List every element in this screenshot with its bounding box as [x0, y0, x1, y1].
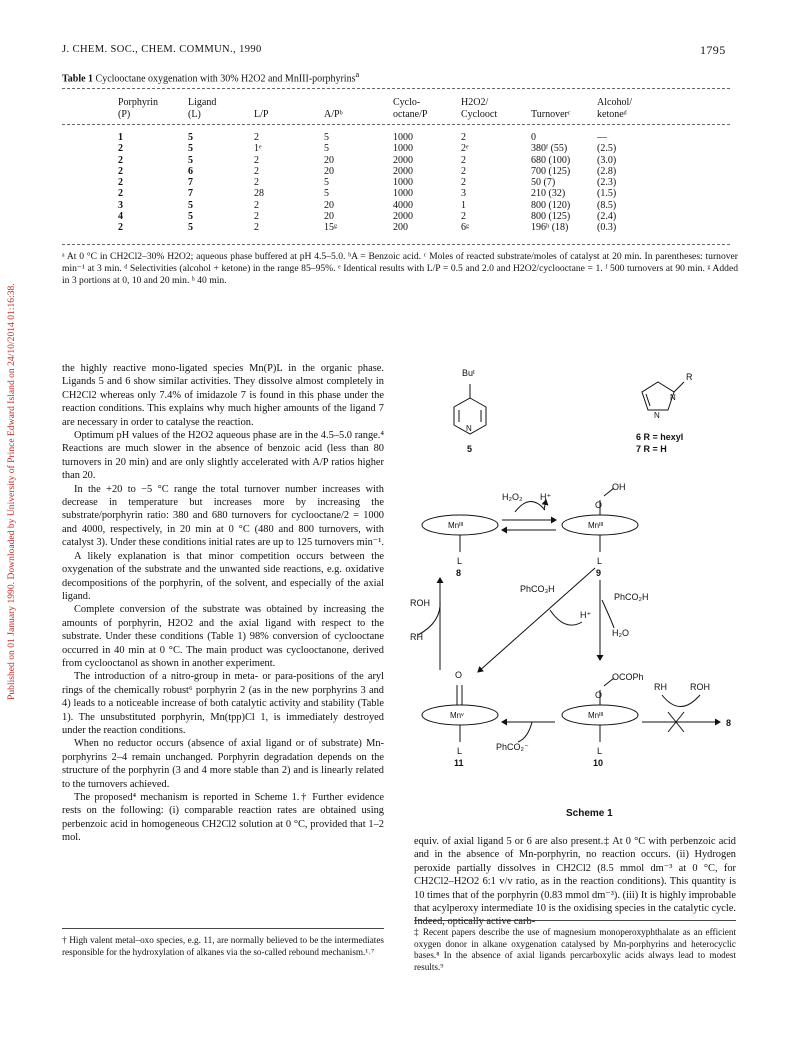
footnote-double-dagger: ‡ Recent papers describe the use of magnesium monoperoxyphthalate as an efficient oxygen donor in alkane oxygenation catalysed by Mn-porphyrins and heterocyclic bases.⁸ In the absence of axial ligands percarboxylic acids always lead to modest results.⁹	[414, 927, 736, 972]
col-header: Turnoverᶜ	[531, 109, 571, 120]
table-cell: 2	[118, 222, 123, 234]
table-cell: 5	[324, 132, 329, 143]
label-roh: ROH	[410, 598, 430, 608]
paragraph: When no reductor occurs (absence of axial ligand or of substrate) Mn-porphyrins 2–4 remain unchanged. Porphyrin degradation depends on the structure of the porphyrin (3 and 4 more stable than 2) and is linearly related to the turnovers achieved.	[62, 738, 384, 790]
table-cell: 20	[324, 165, 334, 177]
table-cell: 800 (120)	[531, 199, 571, 211]
table-cell: 2	[118, 165, 123, 177]
label-mn: Mnᴵᴵᴵ	[588, 521, 604, 530]
table-cell: 680 (100)	[531, 154, 571, 166]
table-caption-label: Table 1	[62, 73, 94, 85]
table-cell: 5	[188, 222, 193, 234]
col-header: (L)	[188, 109, 201, 120]
label-l: L	[457, 746, 463, 756]
table-row	[118, 132, 657, 143]
table-cell: 0	[531, 132, 536, 143]
label-n: N	[654, 411, 660, 420]
compound-number: 11	[454, 758, 464, 768]
table-row	[118, 222, 657, 233]
table-caption-sup: a	[355, 70, 360, 79]
table-cell: 2	[254, 199, 259, 211]
paragraph: Optimum pH values of the H2O2 aqueous phase are in the 4.5–5.0 range.⁴ Reactions are much slower in the absence of benzoic acid (less than 80 turnovers in 20 min) and are only slightly accelerated with A/P ratios higher than 20.	[62, 430, 384, 482]
col-header: L/P	[254, 109, 269, 120]
table-cell: 2	[254, 132, 259, 143]
label-n: N	[466, 424, 472, 433]
scheme-caption: Scheme 1	[566, 808, 613, 819]
table-cell: 800 (125)	[531, 211, 571, 223]
col-header: Ligand	[188, 97, 217, 108]
table-cell: (3.0)	[597, 154, 617, 166]
imidazole-ligand-6-7	[642, 382, 684, 410]
table-cell: 7	[188, 177, 193, 189]
table-footnote: ᵃ At 0 °C in CH2Cl2–30% H2O2; aqueous phase buffered at pH 4.5–5.0. ᵇA = Benzoic acid. ᶜ Moles of reacted substrate/moles of catalyst at 20 min. In parentheses: turnover min⁻¹ at 3 min. ᵈ Selectivities (alcohol + ketone) in the range 85–95%. ᵉ Identical results with L/P = 0.5 and 2.0 and H2O2/cyclooctane = 1. ᶠ 500 turnovers at 90 min. ᵍ Added in 3 portions at 0, 10 and 20 min. ʰ 40 min.	[62, 251, 738, 286]
label-phco2-minus: PhCO₂⁻	[496, 742, 529, 752]
table-cell: 2	[254, 211, 259, 223]
paragraph: A likely explanation is that minor competition occurs between the oxygenation of the substrate and the unwanted side reactions, e.g. oxidative decompositions of the porphyrin, of the solvent, and especially of the axial ligand.	[62, 550, 384, 602]
table-cell: 20	[324, 199, 334, 211]
col-header: Porphyrin	[118, 97, 158, 108]
label-phco2h: PhCO₂H	[614, 592, 649, 602]
table-cell: 210 (32)	[531, 188, 566, 200]
label-h-plus: H⁺	[580, 610, 592, 620]
table-bottom-rule	[62, 244, 730, 245]
table-row	[118, 143, 657, 154]
table-cell: 28	[254, 188, 264, 200]
table-cell: 2	[461, 165, 466, 177]
table-cell: 20	[324, 211, 334, 223]
label-o: O	[595, 500, 603, 510]
label-mn: Mnᵛ	[450, 711, 464, 720]
col-header: octane/P	[393, 109, 428, 120]
table-cell: (0.3)	[597, 222, 617, 234]
label-h2o: H₂O	[612, 628, 629, 638]
table-cell: 3	[118, 199, 123, 211]
table-cell: 2	[118, 143, 123, 155]
table-row	[118, 177, 657, 188]
table-cell: 196ʰ (18)	[531, 222, 569, 234]
compound-number: 9	[596, 568, 602, 578]
label-l: L	[597, 556, 603, 566]
table-body	[118, 132, 657, 234]
table-cell: 1	[118, 132, 123, 143]
paragraph: The proposed⁴ mechanism is reported in Scheme 1.† Further evidence rests on the following: (i) comparable reaction rates are obtained using perbenzoic acid in homogeneous CH2Cl2 solution at 0 °C, provided that 1–2 mol.	[62, 792, 384, 844]
table-cell: 15ᵍ	[324, 222, 338, 234]
paragraph: Complete conversion of the substrate was obtained by increasing the amounts of porphyrin, H2O2 and the axial ligand with respect to the substrate. Under these conditions (Table 1) 98% conversion of cyclooctane occurred in 40 min at 0 °C. The main product was cyclooctanone, derived from cyclooctanol as shown in another experiment.	[62, 604, 384, 669]
table-cell: 1000	[393, 188, 413, 200]
label-oh: OH	[612, 482, 626, 492]
data-table	[118, 97, 657, 234]
table-cell: 2	[461, 132, 466, 143]
table-cell: 3	[461, 188, 466, 200]
page-number: 1795	[700, 43, 726, 57]
label-rh: RH	[410, 632, 423, 642]
table-cell: 2	[461, 177, 466, 189]
table-cell: 5	[188, 132, 193, 143]
table-cell: 200	[393, 222, 408, 234]
table-cell: (2.4)	[597, 211, 617, 223]
table-caption-text: Cyclooctane oxygenation with 30% H2O2 and MnIII-porphyrins	[95, 73, 356, 85]
table-cell: 2ᵉ	[461, 143, 469, 155]
ligand-definition: 6 R = hexyl	[636, 432, 684, 442]
table-cell: 4000	[393, 199, 413, 211]
table-cell: 5	[188, 154, 193, 166]
label-r: R	[686, 372, 693, 382]
table-cell: 700 (125)	[531, 165, 571, 177]
label-ocoph: OCOPh	[612, 672, 644, 682]
table-cell: (2.8)	[597, 165, 617, 177]
table-cell: 5	[188, 211, 193, 223]
table-cell: 1000	[393, 143, 413, 155]
label-rh: RH	[654, 682, 667, 692]
label-l: L	[457, 556, 463, 566]
equilibrium-arrows-8-9	[502, 500, 556, 530]
table-cell: 2	[461, 154, 466, 166]
table-cell: 2	[254, 222, 259, 234]
table-cell: 5	[324, 177, 329, 189]
table-cell: 380ᶠ (55)	[531, 143, 568, 155]
col-header: A/Pᵇ	[324, 109, 343, 120]
table-cell: 4	[118, 211, 123, 223]
table-cell: 1000	[393, 177, 413, 189]
table-row	[118, 166, 657, 177]
table-header-row-2	[118, 109, 657, 121]
running-header: J. CHEM. SOC., CHEM. COMMUN., 1990	[62, 44, 262, 55]
table-cell: 5	[188, 143, 193, 155]
table-cell: 5	[188, 199, 193, 211]
scheme-1-diagram	[400, 360, 745, 805]
table-cell: 7	[188, 188, 193, 200]
footnote-dagger: † High valent metal–oxo species, e.g. 11, are normally believed to be the intermediates responsible for the hydroxylation of alkanes via the so-called rebound mechanism.¹˒⁷	[62, 935, 384, 957]
footnote-rule-right	[414, 920, 736, 921]
table-row	[118, 188, 657, 199]
table-cell: 1	[461, 199, 466, 211]
col-header: Cyclooct	[461, 109, 498, 120]
table-cell: 2	[461, 211, 466, 223]
label-h-plus: H⁺	[540, 492, 552, 502]
table-cell: 2000	[393, 154, 413, 166]
label-tbu: Buᵗ	[462, 368, 475, 378]
table-cell: 6ᵍ	[461, 222, 470, 234]
label-o: O	[595, 690, 603, 700]
mn-acylperoxy-10	[562, 678, 638, 742]
col-header: H2O2/	[461, 97, 489, 108]
table-cell: 5	[324, 188, 329, 200]
table-cell: (8.5)	[597, 199, 617, 211]
table-cell: (2.5)	[597, 143, 617, 155]
col-header: Cyclo-	[393, 97, 421, 108]
table-cell: 2	[118, 188, 123, 200]
label-mn: Mnᴵᴵᴵ	[448, 521, 464, 530]
ligand-definition: 7 R = H	[636, 444, 667, 454]
label-o: O	[455, 670, 463, 680]
label-h2o2: H₂O₂	[502, 492, 523, 502]
table-cell: (2.3)	[597, 177, 617, 189]
table-cell: 1000	[393, 132, 413, 143]
paragraph: equiv. of axial ligand 5 or 6 are also present.‡ At 0 °C with perbenzoic acid and in the absence of Mn-porphyrin, no reaction occurs. (ii) Hydrogen peroxide partially dissolves in CH2Cl2 (8.5 mmol dm⁻³ at 0 °C, for CH2Cl2–H2O2 6:1 v/v ratio, as in the reaction conditions). This quantity is 10 times that of the porphyrin (0.83 mmol dm⁻³). (iii) It is highly improbable that acylperoxy intermediate 10 is the oxidising species in the catalytic cycle. Indeed, optically active carb-	[414, 836, 736, 928]
col-header	[254, 97, 324, 109]
table-top-rule	[62, 88, 730, 89]
compound-number: 5	[467, 444, 473, 454]
paragraph: the highly reactive mono-ligated species Mn(P)L in the organic phase. Ligands 5 and 6 show similar activities. They dissolve almost completely in CH2Cl2 whereas only 7.4% of imidazole 7 is found in this phase under the reaction conditions. This explains why much higher amounts of the ligand 7 are necessary in order to catalyse the reaction.	[62, 363, 384, 428]
table-cell: 2000	[393, 211, 413, 223]
table-cell: 20	[324, 154, 334, 166]
table-cell: —	[597, 132, 607, 143]
label-n: N	[670, 393, 676, 402]
col-header	[531, 97, 597, 109]
h-plus-release-curve	[550, 610, 582, 625]
paragraph: In the +20 to −5 °C range the total turnover number increases with decrease in temperature but increases more by increasing the substrate/porphyrin ratio: 380 and 680 turnovers for cyclooctane/2 = 1000 and 4000, respectively, in 20 min at 0 °C (480 and 800 turnovers, with catalyst 3). Under these conditions initial rates are up to 125 turnovers min⁻¹.	[62, 483, 384, 549]
table-cell: 2	[118, 177, 123, 189]
table-caption	[62, 70, 742, 84]
table-row	[118, 200, 657, 211]
col-header: ketoneᵈ	[597, 109, 627, 120]
table-cell: 2	[118, 154, 123, 166]
table-header-row-1	[118, 97, 657, 109]
footnote-rule-left	[62, 928, 384, 929]
table-cell: 2	[254, 154, 259, 166]
paragraph: The introduction of a nitro-group in meta- or para-positions of the aryl rings of the chemically robust⁶ porphyrin 2 (as in the new porphyrins 3 and 4) leads to a noticeable increase of both catalytic activity and stability (Table 1). The unsubstituted porphyrin, Mn(tpp)Cl 1, is immediately destroyed under the reaction conditions.	[62, 671, 384, 736]
compound-number: 8	[726, 718, 732, 728]
phco2-release-curve	[518, 722, 532, 742]
table-cell: 5	[324, 143, 329, 155]
mn-porphyrin-9	[562, 488, 638, 552]
rh-roh-curve-right	[662, 695, 700, 707]
table-row	[118, 155, 657, 166]
phco2h-curve	[602, 600, 614, 628]
label-phco3h: PhCO₃H	[520, 584, 555, 594]
right-column	[414, 835, 736, 929]
table-cell: (1.5)	[597, 188, 617, 200]
table-cell: 2	[254, 165, 259, 177]
col-header: (P)	[118, 109, 131, 120]
download-watermark: Published on 01 January 1990. Downloaded by University of Prince Edward Island on 24/10/2014 01:16:38.	[6, 283, 17, 700]
table-cell: 2000	[393, 165, 413, 177]
table-cell: 1ᵉ	[254, 143, 262, 155]
col-header	[324, 97, 393, 109]
left-column	[62, 362, 384, 845]
label-roh: ROH	[690, 682, 710, 692]
table-cell: 2	[254, 177, 259, 189]
label-mn: Mnᴵᴵᴵ	[588, 711, 604, 720]
table-cell: 6	[188, 165, 193, 177]
table-cell: 50 (7)	[531, 177, 556, 189]
col-header: Alcohol/	[597, 97, 632, 108]
compound-number: 10	[593, 758, 604, 768]
compound-number: 8	[456, 568, 462, 578]
table-row	[118, 211, 657, 222]
label-l: L	[597, 746, 603, 756]
